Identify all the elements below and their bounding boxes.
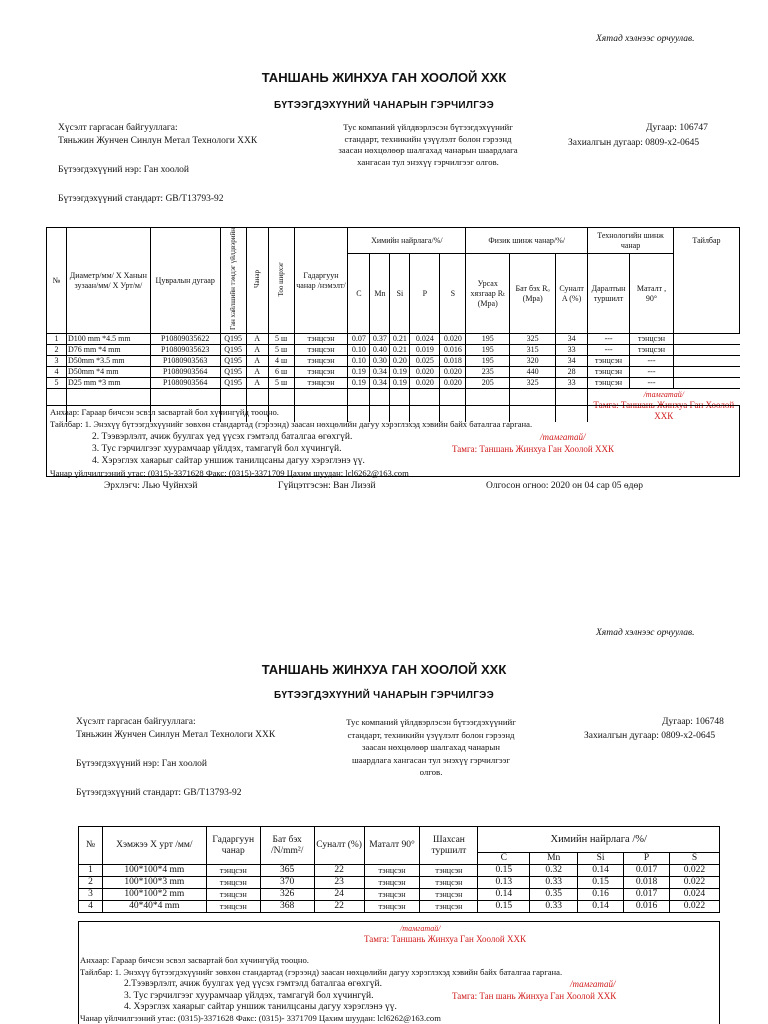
statement-line: заасан нөхцөлөөр шалгахад чанарын шаардлага: [338, 145, 518, 155]
note-line-3: 3. Тус гэрчилгээг хуурамчаар үйлдэх, тамгагүй бол хүчингүй.: [124, 991, 374, 1001]
quality-table: [46, 227, 740, 422]
certificate-number: Дугаар: 106747: [646, 123, 708, 133]
translation-note: Хятад хэлнээс орчуулав.: [596, 34, 695, 44]
statement: [288, 122, 568, 168]
header-pressure-test: Даралтын туршилт: [588, 254, 630, 334]
stamp-text-2: Тамга: Тан шань Жинхуа Ган Хоолой ХХК: [452, 991, 617, 1001]
table-row: 5 D25 mm *3 mm P1080903564 Q195 A 5 ш тэнцсэн 0.19 0.34 0.19 0.020 0.020 205 325 33 тэнцсэн ---: [47, 378, 740, 389]
product-standard: Бүтээгдэхүүний стандарт: GB/T13793-92: [76, 788, 242, 798]
statement: [296, 716, 566, 779]
header-remark: Тайлбар: [673, 228, 739, 334]
product-standard: Бүтээгдэхүүний стандарт: GB/T13793-92: [58, 194, 224, 204]
header-technology-group: Технологийн шинж чанар: [588, 228, 674, 254]
warning-note: Анхаар: Гараар бичсэн эсвэл засвартай бол хүчингүйд тооцно.: [80, 955, 309, 965]
note-line-2: 2.Тээвэрлэлт, ачиж буулгах үед үүсэх гэмтэлд баталгаа өгөхгүй.: [124, 979, 382, 989]
product-name: Бүтээгдэхүүний нэр: Ган хоолой: [58, 165, 190, 175]
quality-table: [78, 826, 720, 913]
buyer-label: Хүсэлт гаргасан байгууллага:: [58, 123, 178, 133]
note-line-1: Тайлбар: 1. Энэхүү бүтээгдэхүүнийг зөвхөн стандартад (гэрээнд) заасан нөхцөлийн дагуу хэрэглэхэд хэвийн байх баталгаа гаргана.: [80, 967, 563, 977]
header-si: Si: [390, 254, 410, 334]
warning-note: Анхаар: Гараар бичсэн эсвэл засвартай бол хүчингүйд тооцно.: [50, 407, 279, 417]
header-c: C: [348, 254, 370, 334]
header-bend: Маталт 90°: [364, 827, 420, 865]
header-no: №: [47, 228, 67, 334]
header-bend: Маталт , 90°: [630, 254, 674, 334]
header-grade: Чанар: [246, 228, 268, 334]
stamp-text: Тамга: Таншань Жинхуа Ган Хоолой ХХК: [364, 934, 526, 944]
contact-line: Чанар үйлчилгээний утас: (0315)-3371628 Факс: (0315)-3371709 Цахим шуудан: lcl6262@163.com: [50, 468, 409, 478]
contact-line: Чанар үйлчилгээний утас: (0315)-3371628 Факс: (0315)- 3371709 Цахим шуудан: lcl6262@163.com: [80, 1013, 441, 1023]
header-si: Si: [578, 853, 624, 865]
translation-note: Хятад хэлнээс орчуулав.: [596, 628, 695, 638]
note-line-1: Тайлбар: 1. Энэхүү бүтээгдэхүүнийг зөвхөн стандартад (гэрээнд) заасан нөхцөлийн дагуу хэрэглэхэд хэвийн байх баталгаа гаргана.: [50, 419, 533, 429]
document-title: БҮТЭЭГДЭХҮҮНИЙ ЧАНАРЫН ГЭРЧИЛГЭЭ: [274, 100, 494, 111]
statement-line: стандарт, техникийн үзүүлэлт болон гэрээнд: [347, 729, 515, 740]
note-line-3: 3. Тус гэрчилгээг хуурамчаар үйлдэх, тамгагүй бол хүчингүй.: [92, 444, 342, 454]
header-chemical-group: Химийн найрлага /%/: [478, 827, 720, 853]
buyer-label: Хүсэлт гаргасан байгууллага:: [76, 717, 196, 727]
note-line-2: 2. Тээвэрлэлт, ачиж буулгах үед үүсэх гэмтэлд баталгаа өгөхгүй.: [92, 432, 353, 442]
statement-line: шаардлага хангасан тул энэхүү гэрчилгээг: [351, 754, 511, 765]
table-row: 2 100*100*3 mm тэнцсэн 370 23 тэнцсэн тэнцсэн 0.13 0.33 0.15 0.018 0.022: [79, 877, 720, 889]
header-c: C: [478, 853, 530, 865]
issued-date: Олгосон огноо: 2020 он 04 сар 05 өдөр: [486, 481, 644, 491]
stamp-note: /тамгатай/: [643, 390, 684, 399]
buyer-name: Тяньжин Жунчен Синлун Метал Технологи ХХК: [76, 730, 276, 740]
header-mn: Mn: [370, 254, 390, 334]
order-number: Захиалгын дугаар: 0809-х2-0645: [568, 138, 700, 148]
statement-line: заасан нөхцөлөөр шалгахад чанарын: [362, 742, 500, 752]
certificate-2: [0, 620, 768, 1024]
header-p: P: [410, 254, 440, 334]
note-line-4: 4. Хэрэглэх хаяарыг сайтар уншиж танилцсаны дагуу хэрэглэнэ үү.: [92, 456, 365, 466]
header-yield: Бат бэх Rₒ (Mpa): [510, 254, 556, 334]
table-row: 4 D50mm *4 mm P1080903564 Q195 A 6 ш тэнцсэн 0.19 0.34 0.19 0.020 0.020 235 440 28 тэнцсэн ---: [47, 367, 740, 378]
company-title: ТАНШАНЬ ЖИНХУА ГАН ХООЛОЙ ХХК: [261, 662, 507, 677]
table-row: 3 100*100*2 mm тэнцсэн 326 24 тэнцсэн тэнцсэн 0.14 0.35 0.16 0.017 0.024: [79, 889, 720, 901]
header-quantity: Тоо ширхэг: [268, 228, 294, 334]
header-no: №: [79, 827, 103, 865]
company-title: ТАНШАНЬ ЖИНХУА ГАН ХООЛОЙ ХХК: [261, 70, 507, 85]
stamp-note: /тамгатай/: [400, 924, 441, 933]
executor: Гүйцэтгэсэн: Ван Лиэзй: [278, 481, 376, 491]
table-row: 4 40*40*4 mm тэнцсэн 368 22 тэнцсэн тэнцсэн 0.15 0.33 0.14 0.016 0.022: [79, 901, 720, 913]
table-row: 3 D50mm *3.5 mm P1080903563 Q195 A 4 ш тэнцсэн 0.10 0.30 0.20 0.025 0.018 195 320 34 тэнцсэн ---: [47, 356, 740, 367]
header-s: S: [440, 254, 466, 334]
header-elongation: Суналт A (%): [556, 254, 588, 334]
header-steel: Ган хайлшийн тэмдэг үйлдвэрийн: [220, 228, 246, 334]
stamp-note-2: /тамгатай/: [540, 432, 586, 442]
header-flattening: Шахсан туршилт: [420, 827, 478, 865]
supervisor: Эрхлэгч: Лью Чуйнхэй: [104, 481, 198, 491]
table-row: 1 D100 mm *4.5 mm P10809035622 Q195 A 5 ш тэнцсэн 0.07 0.37 0.21 0.024 0.020 195 325 34 --- тэнцсэн: [47, 334, 740, 345]
statement-line: олгов.: [419, 767, 443, 777]
document-title: БҮТЭЭГДЭХҮҮНИЙ ЧАНАРЫН ГЭРЧИЛГЭЭ: [274, 690, 494, 701]
stamp-text-2: Тамга: Таншань Жинхуа Ган Хоолой ХХК: [452, 444, 614, 454]
certificate-number: Дугаар: 106748: [662, 717, 724, 727]
header-s: S: [669, 853, 719, 865]
header-strength: Бат бэх /N/mm²/: [260, 827, 314, 865]
header-surface: Гадаргуун чанар: [206, 827, 260, 865]
statement-line: хангасан тул энэхүү гэрчилгээг олгов.: [357, 156, 499, 167]
header-physical-group: Физик шинж чанар/%/: [466, 228, 588, 254]
header-chemical-group: Химийн найрлага/%/: [348, 228, 466, 254]
header-surface: Гадаргуун чанар /нэмэлт/: [294, 228, 348, 334]
buyer-name: Тяньжин Жунчен Синлун Метал Технологи ХХК: [58, 136, 258, 146]
note-line-4: 4. Хэрэглэх хаяарыг сайтар уншиж танилцсаны дагуу хэрэглэнэ үү.: [124, 1002, 397, 1012]
stamp-note-2: /тамгатай/: [570, 979, 616, 989]
statement-line: стандарт, техникийн үзүүлэлт болон гэрээнд: [344, 133, 512, 144]
stamp-text: Тамга: Таншань Жинхуа Ган Хоолой ХХК: [593, 400, 735, 421]
header-elongation: Суналт (%): [314, 827, 364, 865]
header-tensile: Урсах хязгаар Rₜ (Mpa): [466, 254, 510, 334]
header-mn: Mn: [530, 853, 578, 865]
header-batch: Цувралын дугаар: [150, 228, 220, 334]
header-p: P: [624, 853, 670, 865]
statement-line: Тус компаний үйлдвэрлэсэн бүтээгдэхүүнийг: [346, 717, 516, 727]
header-diameter: Диаметр/мм/ Х Ханын зузаан/мм/ Х Урт/м/: [66, 228, 150, 334]
table-row: 1 100*100*4 mm тэнцсэн 365 22 тэнцсэн тэнцсэн 0.15 0.32 0.14 0.017 0.022: [79, 865, 720, 877]
header-size: Хэмжээ Х урт /мм/: [102, 827, 206, 865]
table-row: 2 D76 mm *4 mm P10809035623 Q195 A 5 ш тэнцсэн 0.10 0.40 0.21 0.019 0.016 195 315 33 --- тэнцсэн: [47, 345, 740, 356]
statement-line: Тус компаний үйлдвэрлэсэн бүтээгдэхүүнийг: [343, 122, 513, 132]
product-name: Бүтээгдэхүүний нэр: Ган хоолой: [76, 759, 208, 769]
order-number: Захиалгын дугаар: 0809-х2-0645: [584, 731, 716, 741]
